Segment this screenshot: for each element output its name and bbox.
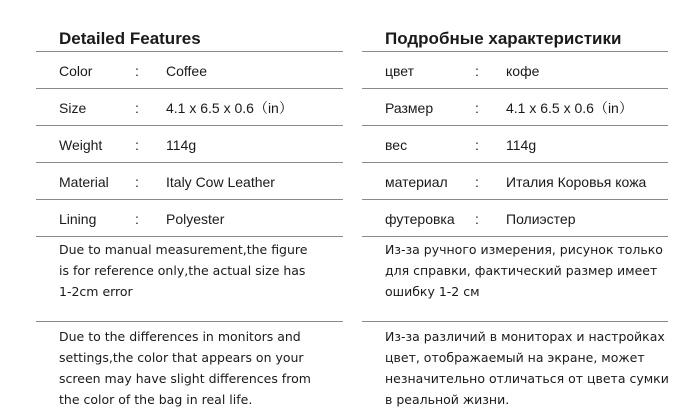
spec-separator: : [135, 174, 139, 190]
note-line: для справки, фактический размер имеет [385, 263, 658, 278]
note-line: незначительно отличаться от цвета сумки [385, 371, 669, 386]
spec-row-size [362, 89, 668, 126]
spec-separator: : [135, 211, 139, 227]
spec-separator: : [135, 63, 139, 79]
spec-separator: : [475, 137, 479, 153]
spec-row-weight [362, 126, 668, 163]
note-line: Due to manual measurement,the figure [59, 242, 308, 257]
spec-label: вес [385, 137, 408, 153]
spec-value: Coffee [166, 63, 207, 79]
note-line: the color of the bag in real life. [59, 392, 253, 407]
spec-separator: : [475, 63, 479, 79]
russian-features-column [362, 0, 668, 410]
measurement-note [36, 237, 343, 322]
spec-value: 4.1 x 6.5 x 0.6（in） [506, 100, 633, 116]
spec-label: Size [59, 100, 87, 116]
spec-separator: : [475, 100, 479, 116]
note-line: Из-за ручного измерения, рисунок только [385, 242, 663, 257]
spec-row-material [36, 163, 343, 200]
spec-value: Италия Коровья кожа [506, 174, 647, 190]
note-line: в реальной жизни. [385, 392, 510, 407]
spec-value: Polyester [166, 211, 225, 227]
color-note [362, 322, 668, 410]
spec-value: 114g [166, 137, 197, 153]
spec-label: футеровка [385, 211, 455, 227]
note-line: screen may have slight differences from [59, 371, 311, 386]
spec-label: Размер [385, 100, 434, 116]
note-line: Из-за различий в мониторах и настройках [385, 329, 665, 344]
spec-separator: : [475, 211, 479, 227]
spec-label: Weight [59, 137, 103, 153]
spec-row-color [362, 52, 668, 89]
note-line: ошибку 1-2 см [385, 284, 480, 299]
note-line: цвет, отображаемый на экране, может [385, 350, 645, 365]
spec-row-weight [36, 126, 343, 163]
spec-value: 114g [506, 137, 537, 153]
spec-value: кофе [506, 63, 540, 79]
spec-row-color [36, 52, 343, 89]
spec-label: цвет [385, 63, 415, 79]
spec-value: 4.1 x 6.5 x 0.6（in） [166, 100, 293, 116]
english-section-title: Detailed Features [36, 0, 343, 52]
spec-label: Color [59, 63, 93, 79]
color-note [36, 322, 343, 410]
spec-label: Material [59, 174, 109, 190]
spec-row-material [362, 163, 668, 200]
spec-separator: : [475, 174, 479, 190]
spec-label: материал [385, 174, 448, 190]
note-line: Due to the differences in monitors and [59, 329, 301, 344]
spec-row-lining [36, 200, 343, 237]
spec-row-lining [362, 200, 668, 237]
spec-value: Italy Cow Leather [166, 174, 275, 190]
spec-value: Полиэстер [506, 211, 576, 227]
note-line: is for reference only,the actual size has [59, 263, 306, 278]
note-line: settings,the color that appears on your [59, 350, 304, 365]
measurement-note [362, 237, 668, 322]
spec-row-size [36, 89, 343, 126]
spec-separator: : [135, 100, 139, 116]
russian-section-title: Подробные характеристики [362, 0, 668, 52]
note-line: 1-2cm error [59, 284, 133, 299]
spec-separator: : [135, 137, 139, 153]
english-features-column [36, 0, 343, 410]
spec-label: Lining [59, 211, 97, 227]
